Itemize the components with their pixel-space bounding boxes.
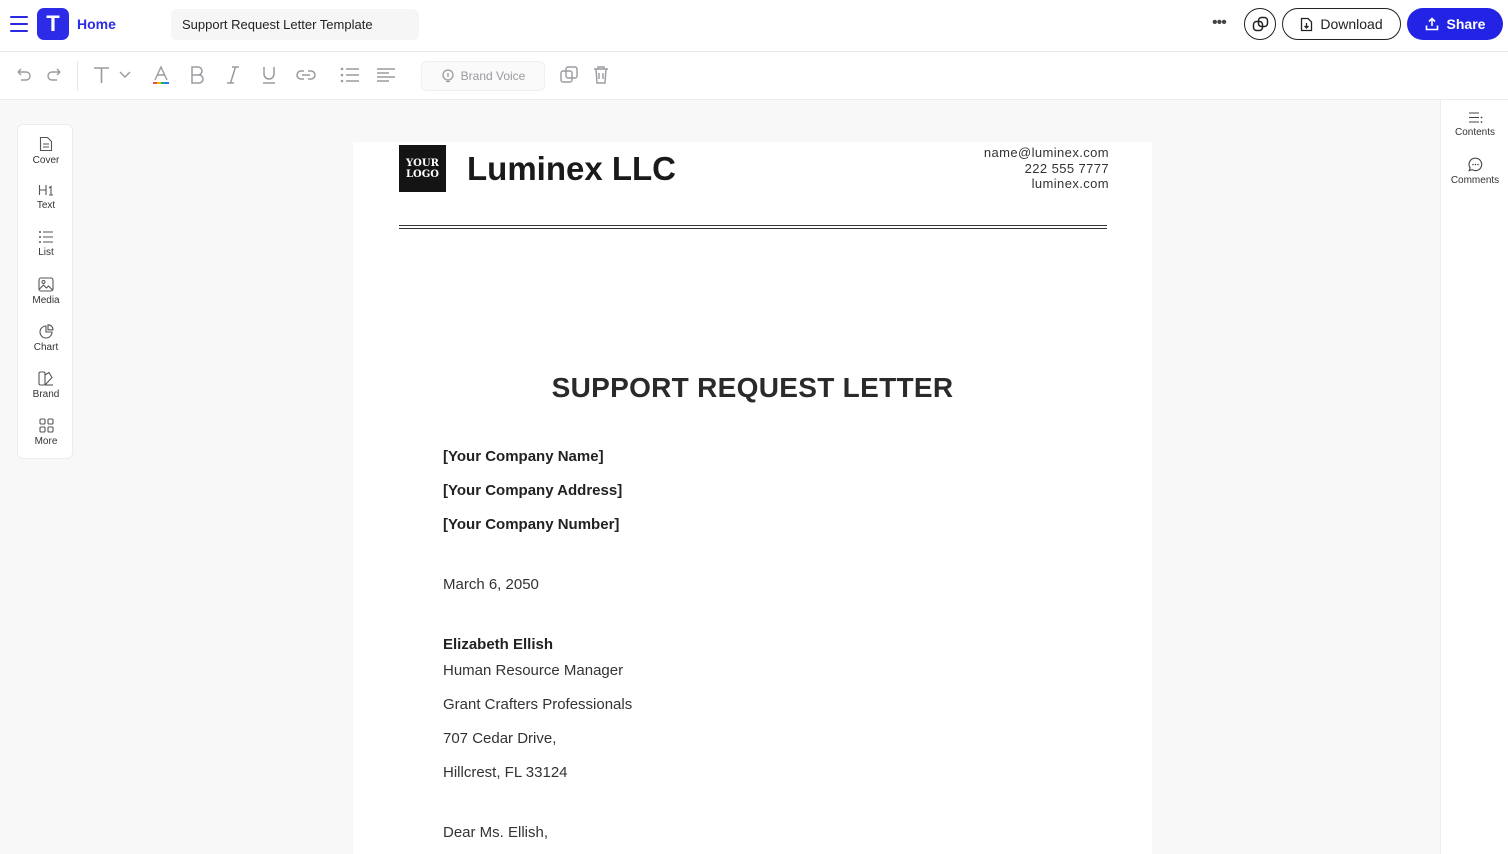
upload-icon [1425, 17, 1439, 31]
download-button[interactable] [1282, 8, 1401, 40]
heading-icon [38, 183, 54, 197]
text-color-icon[interactable] [152, 65, 170, 85]
text-style-icon[interactable] [92, 65, 112, 85]
sidebar-label-chart: Chart [33, 342, 59, 353]
recipient-city[interactable]: Hillcrest, FL 33124 [443, 764, 568, 781]
sidebar-label-contents: Contents [1454, 127, 1496, 138]
contact-email: name@luminex.com [983, 145, 1109, 160]
sidebar-item-cover[interactable] [18, 136, 74, 176]
company-logo[interactable] [399, 145, 446, 192]
undo-icon[interactable] [14, 65, 32, 83]
underline-icon[interactable] [261, 65, 277, 85]
letter-date[interactable]: March 6, 2050 [443, 576, 539, 593]
contents-icon [1468, 111, 1483, 124]
bullet-list-icon[interactable] [340, 67, 360, 83]
company-name[interactable]: Luminex LLC [467, 150, 677, 187]
contact-phone: 222 555 7777 [1024, 160, 1109, 176]
chevron-down-icon[interactable] [119, 71, 131, 79]
letter-heading[interactable]: SUPPORT REQUEST LETTER [551, 372, 954, 403]
brand-icon [38, 371, 54, 386]
list-icon [38, 230, 54, 244]
right-sidebar [1440, 100, 1508, 854]
share-button[interactable] [1407, 8, 1503, 40]
contact-block[interactable] [984, 145, 1109, 192]
document-title-input[interactable] [171, 9, 419, 40]
sidebar-item-text[interactable] [18, 183, 74, 223]
sidebar-label-list: List [38, 247, 54, 258]
top-bar [0, 0, 1508, 52]
sidebar-item-contents[interactable] [1441, 111, 1508, 138]
delete-icon[interactable] [592, 65, 610, 85]
recipient-street[interactable]: 707 Cedar Drive, [443, 730, 557, 747]
company-address-placeholder[interactable]: [Your Company Address] [443, 482, 623, 499]
file-download-icon [1300, 17, 1313, 32]
comments-icon [1468, 157, 1483, 172]
grid-icon [39, 418, 54, 433]
logo-line-1: YOUR [406, 158, 439, 169]
sidebar-item-brand[interactable] [18, 371, 74, 411]
bold-icon[interactable] [189, 65, 205, 85]
app-logo[interactable]: T [37, 8, 69, 40]
recipient-company[interactable]: Grant Crafters Professionals [443, 696, 633, 713]
salutation[interactable]: Dear Ms. Ellish, [443, 824, 549, 841]
logo-line-2: LOGO [406, 169, 439, 180]
document-page[interactable] [353, 142, 1152, 854]
formatting-toolbar [0, 52, 1508, 100]
sidebar-item-media[interactable] [18, 277, 74, 317]
menu-icon[interactable] [10, 16, 28, 32]
recipient-title[interactable]: Human Resource Manager [443, 662, 624, 679]
brand-voice-button[interactable] [421, 61, 545, 91]
share-label: Share [1446, 16, 1486, 32]
italic-icon[interactable] [225, 65, 241, 85]
sidebar-label-brand: Brand [32, 389, 60, 400]
sidebar-label-cover: Cover [32, 155, 60, 166]
recipient-name[interactable]: Elizabeth Ellish [443, 636, 554, 653]
company-number-placeholder[interactable]: [Your Company Number] [443, 516, 620, 533]
duplicate-icon[interactable] [559, 65, 579, 85]
sidebar-label-text: Text [36, 200, 56, 211]
download-label: Download [1320, 16, 1383, 32]
image-icon [38, 277, 54, 292]
contact-website: luminex.com [1031, 176, 1109, 191]
copy-icon [1252, 16, 1270, 34]
sidebar-item-more[interactable] [18, 418, 74, 458]
sidebar-item-list[interactable] [18, 230, 74, 270]
brand-voice-label: Brand Voice [460, 69, 526, 83]
sidebar-item-chart[interactable] [18, 324, 74, 364]
brand-voice-icon [441, 69, 455, 83]
link-icon[interactable] [296, 68, 316, 82]
left-sidebar [17, 124, 73, 459]
sidebar-label-more: More [34, 436, 58, 447]
chart-icon [39, 324, 54, 339]
company-name-placeholder[interactable]: [Your Company Name] [443, 448, 604, 465]
copy-button[interactable] [1244, 8, 1276, 40]
home-link[interactable]: Home [77, 16, 116, 32]
sidebar-item-comments[interactable] [1441, 157, 1508, 186]
cover-icon [39, 136, 53, 152]
sidebar-label-comments: Comments [1450, 175, 1500, 186]
sidebar-label-media: Media [32, 295, 60, 306]
more-options-button[interactable]: ••• [1212, 14, 1226, 31]
header-divider [399, 225, 1107, 229]
redo-icon[interactable] [46, 65, 64, 83]
align-left-icon[interactable] [376, 67, 396, 83]
toolbar-divider [77, 61, 78, 91]
